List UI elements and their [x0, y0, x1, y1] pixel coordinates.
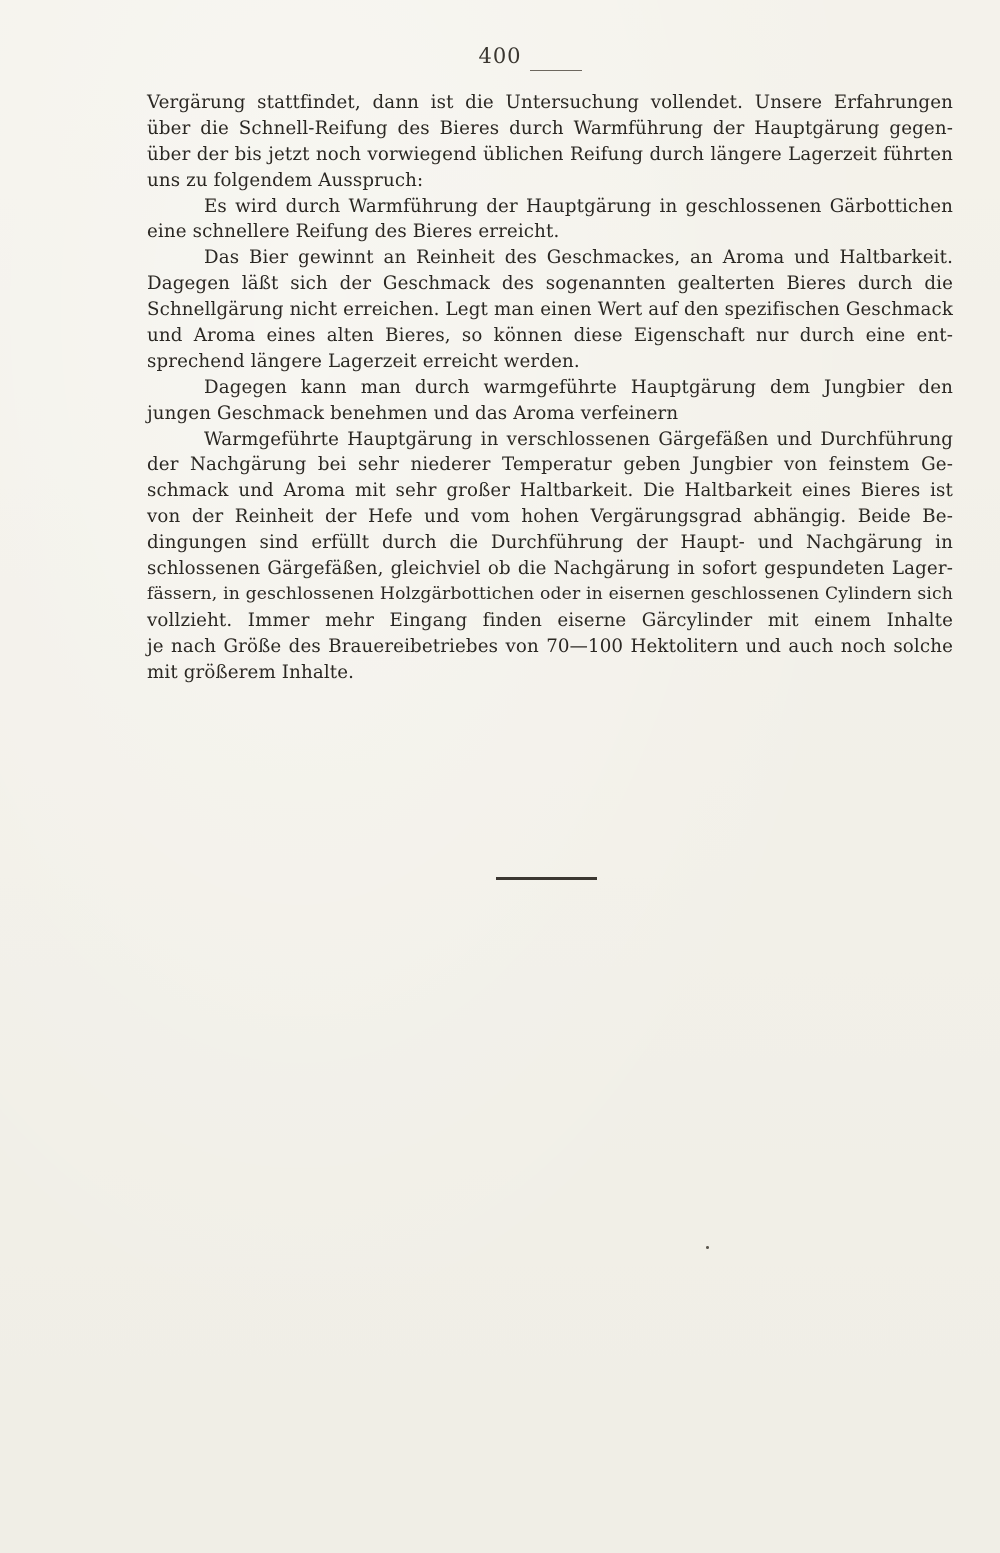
ink-speck: [706, 1246, 709, 1249]
text-line: und Aroma eines alten Bieres, so können diese Eigenschaft nur durch eine ent-: [147, 325, 953, 347]
text-line: dingungen sind erfüllt durch die Durchführung der Haupt- und Nachgärung in: [147, 532, 953, 554]
text-line: fässern, in geschlossenen Holzgärbottichen oder in eisernen geschlossenen Cylindern sich: [147, 583, 953, 604]
text-line: Dagegen läßt sich der Geschmack des sogenannten gealterten Bieres durch die: [147, 273, 953, 295]
text-line: schlossenen Gärgefäßen, gleichviel ob die Nachgärung in sofort gespundeten Lager-: [147, 558, 953, 580]
text-line: uns zu folgendem Ausspruch:: [147, 169, 424, 191]
bleed-through-shade: [140, 700, 960, 800]
text-line: Das Bier gewinnt an Reinheit des Geschmackes, an Aroma und Haltbarkeit.: [204, 247, 953, 269]
text-line: Schnellgärung nicht erreichen. Legt man einen Wert auf den spezifischen Geschmack: [147, 299, 953, 321]
text-line: je nach Größe des Brauereibetriebes von 70—100 Hektolitern und auch noch solche: [147, 635, 953, 657]
page-number-underline: [530, 70, 582, 71]
text-line: vollzieht. Immer mehr Eingang finden eiserne Gärcylinder mit einem Inhalte: [147, 609, 953, 631]
text-line: Es wird durch Warmführung der Hauptgärung in geschlossenen Gärbottichen: [204, 195, 953, 217]
section-divider: [496, 877, 597, 880]
page-number: 400: [478, 44, 522, 68]
text-line: Dagegen kann man durch warmgeführte Hauptgärung dem Jungbier den: [204, 376, 953, 398]
text-line: mit größerem Inhalte.: [147, 661, 355, 683]
text-line: der Nachgärung bei sehr niederer Temperatur geben Jungbier von feinstem Ge-: [147, 454, 953, 476]
text-line: Warmgeführte Hauptgärung in verschlossenen Gärgefäßen und Durchführung: [204, 428, 953, 450]
text-line: eine schnellere Reifung des Bieres erreicht.: [147, 221, 560, 243]
text-line: über die Schnell-Reifung des Bieres durch Warmführung der Hauptgärung gegen-: [147, 117, 953, 139]
text-line: jungen Geschmack benehmen und das Aroma verfeinern: [147, 402, 679, 424]
text-line: Vergärung stattfindet, dann ist die Untersuchung vollendet. Unsere Erfahrungen: [147, 92, 953, 113]
body-text: [147, 90, 953, 685]
text-line: schmack und Aroma mit sehr großer Haltbarkeit. Die Haltbarkeit eines Bieres ist: [147, 480, 953, 502]
text-line: sprechend längere Lagerzeit erreicht werden.: [147, 350, 580, 372]
text-line: über der bis jetzt noch vorwiegend üblichen Reifung durch längere Lagerzeit führten: [147, 143, 953, 165]
text-line: von der Reinheit der Hefe und vom hohen Vergärungsgrad abhängig. Beide Be-: [147, 506, 953, 528]
